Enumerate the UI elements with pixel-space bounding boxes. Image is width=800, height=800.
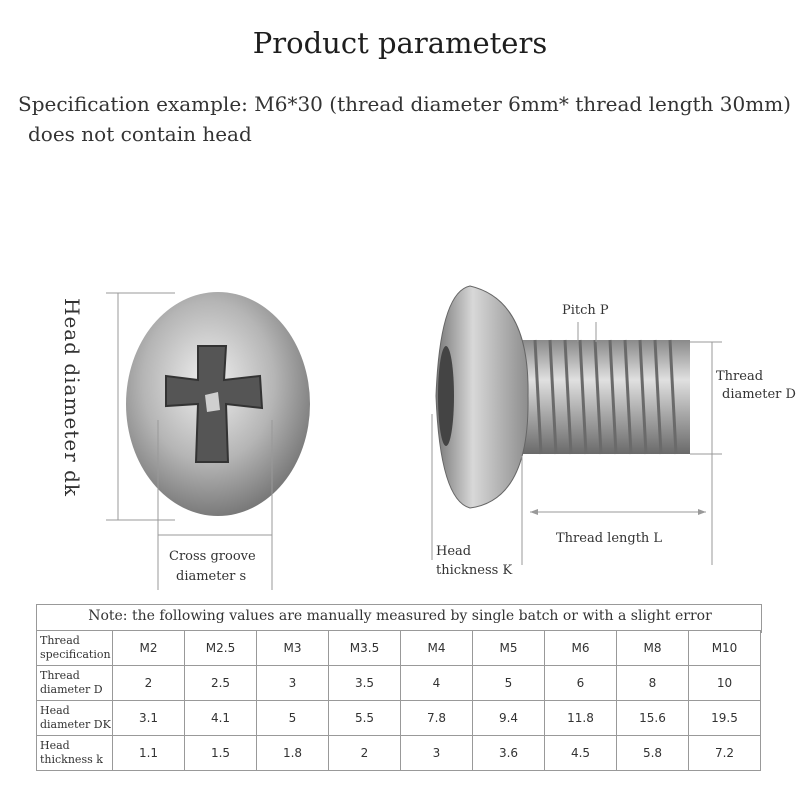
head-thickness-label-1: Head <box>436 544 472 559</box>
table-cell: M2.5 <box>185 631 257 666</box>
table-cell: 11.8 <box>545 701 617 736</box>
page-title: Product parameters <box>252 26 548 60</box>
cross-groove-label-2: diameter s <box>176 569 247 584</box>
table-cell: 4 <box>401 666 473 701</box>
table-cell: M4 <box>401 631 473 666</box>
table-cell: 7.2 <box>689 736 761 771</box>
thread-length-label: Thread length L <box>556 531 663 546</box>
table-cell: 19.5 <box>689 701 761 736</box>
table-row <box>37 666 761 701</box>
table-cell: 8 <box>617 666 689 701</box>
table-cell: M2 <box>113 631 185 666</box>
table-cell: 3.5 <box>329 666 401 701</box>
table-row <box>37 736 761 771</box>
head-diameter-label: Head diameter dk <box>60 298 84 497</box>
table-row <box>37 631 761 666</box>
table-cell: 2 <box>113 666 185 701</box>
table-cell: M5 <box>473 631 545 666</box>
screw-head-front <box>126 292 310 516</box>
specification-example: Specification example: M6*30 (thread diameter 6mm* thread length 30mm) <box>18 92 791 116</box>
table-cell: 3.6 <box>473 736 545 771</box>
table-cell: M3 <box>257 631 329 666</box>
table-cell: 7.8 <box>401 701 473 736</box>
table-cell: 5.5 <box>329 701 401 736</box>
table-cell: 1.5 <box>185 736 257 771</box>
table-cell: M10 <box>689 631 761 666</box>
table-cell: 3 <box>257 666 329 701</box>
row-header: Head diameter DK <box>37 701 113 736</box>
thread-diameter-label-2: diameter D <box>722 387 796 402</box>
table-cell: M6 <box>545 631 617 666</box>
row-header: Thread specification <box>37 631 113 666</box>
table-cell: 5 <box>473 666 545 701</box>
screw-head-illustration <box>0 280 800 590</box>
parameter-table <box>36 630 761 771</box>
table-cell: 1.8 <box>257 736 329 771</box>
table-cell: 9.4 <box>473 701 545 736</box>
table-cell: 1.1 <box>113 736 185 771</box>
table-note: Note: the following values are manually measured by single batch or with a slight error <box>88 608 712 624</box>
table-cell: M8 <box>617 631 689 666</box>
row-header: Thread diameter D <box>37 666 113 701</box>
table-cell: 10 <box>689 666 761 701</box>
table-cell: 5.8 <box>617 736 689 771</box>
table-cell: M3.5 <box>329 631 401 666</box>
table-cell: 5 <box>257 701 329 736</box>
table-cell: 3 <box>401 736 473 771</box>
table-cell: 15.6 <box>617 701 689 736</box>
table-cell: 4.1 <box>185 701 257 736</box>
table-cell: 6 <box>545 666 617 701</box>
specification-note: does not contain head <box>28 122 252 146</box>
table-cell: 2 <box>329 736 401 771</box>
table-cell: 4.5 <box>545 736 617 771</box>
row-header: Head thickness k <box>37 736 113 771</box>
pitch-label: Pitch P <box>562 303 609 318</box>
table-cell: 3.1 <box>113 701 185 736</box>
head-thickness-label-2: thickness K <box>436 563 513 578</box>
cross-groove-label-1: Cross groove <box>169 549 256 564</box>
thread-diameter-label-1: Thread <box>716 369 764 384</box>
table-row <box>37 701 761 736</box>
table-cell: 2.5 <box>185 666 257 701</box>
